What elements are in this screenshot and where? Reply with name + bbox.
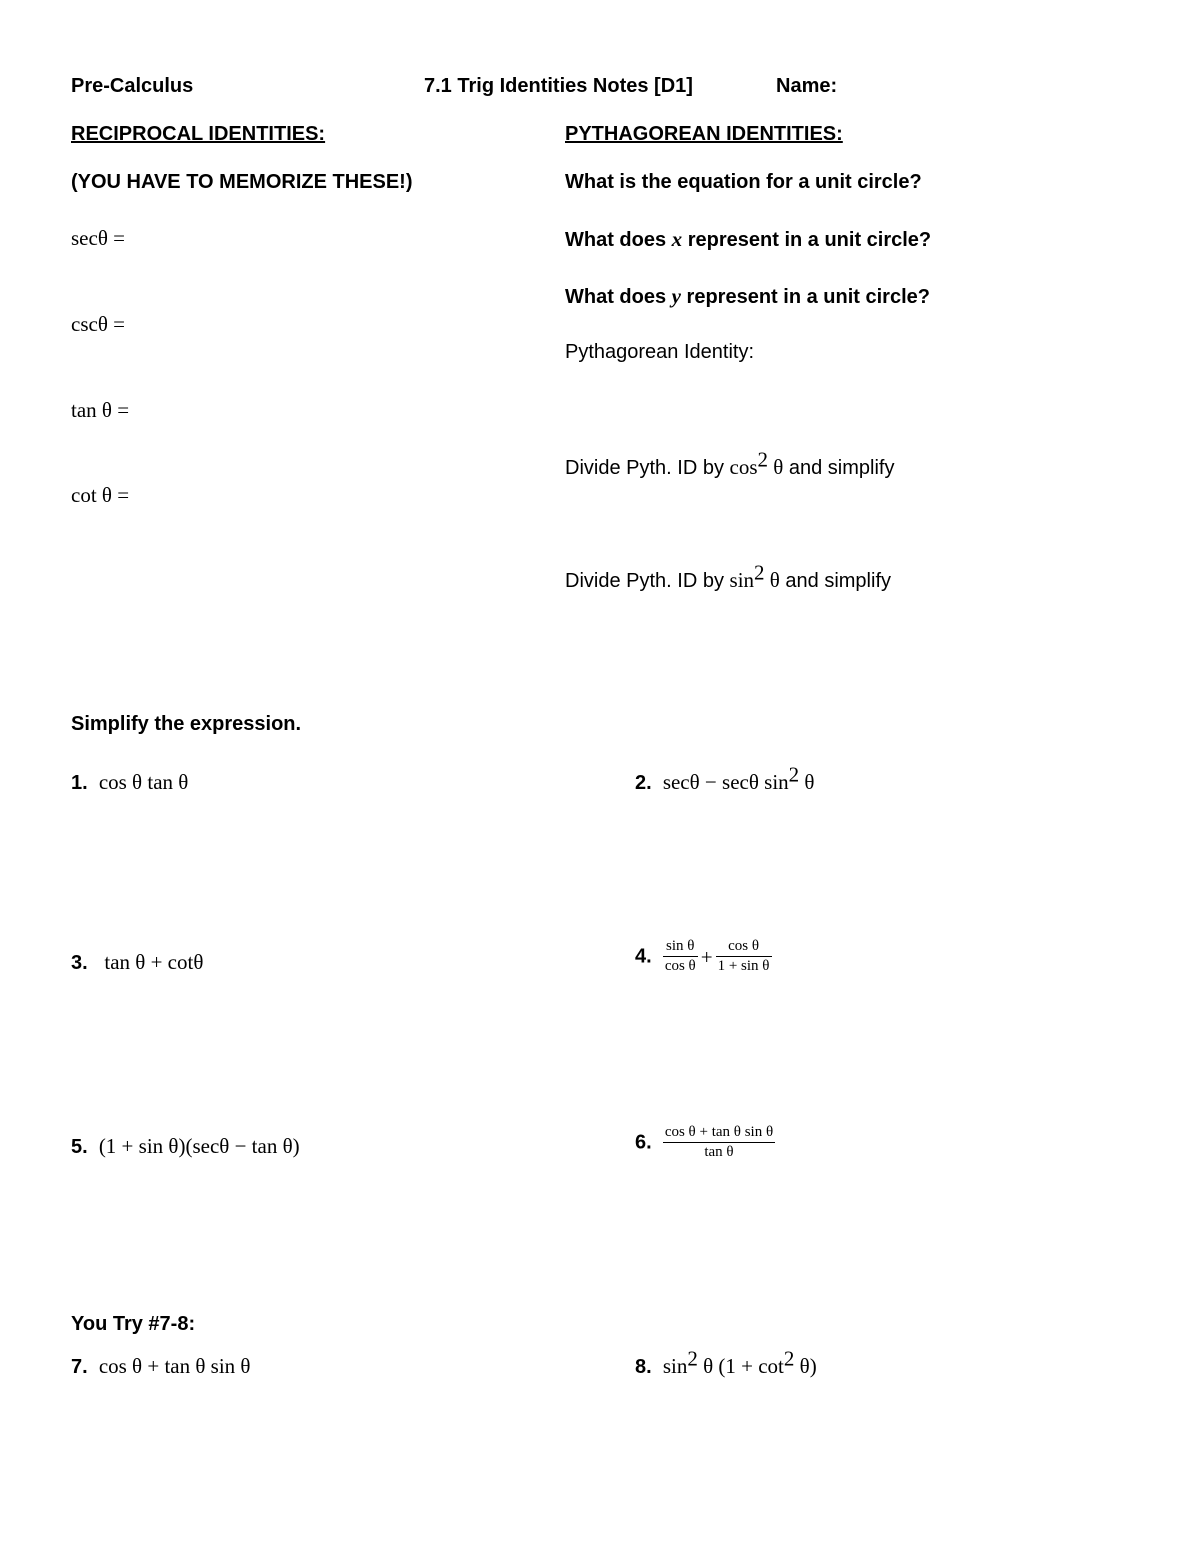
simplify-heading: Simplify the expression. [71,713,302,735]
pythagorean-heading: PYTHAGOREAN IDENTITIES: [565,123,843,145]
x-question: What does x represent in a unit circle? [565,227,932,251]
problem-5: 5. (1 + sin θ)(secθ − tan θ) [71,1134,300,1158]
problem-6: 6. $\frac{\text{cos θ + tan θ sin θ}}{\text{tan θ}}$ [635,1124,774,1160]
cot-identity: cot θ = [71,483,130,507]
problem-3: 3. tan θ + cotθ [71,950,204,974]
fraction-problem-6: $\frac{\text{cos θ + tan θ sin θ}}{\text{tan θ}}$ [664,1124,774,1160]
csc-identity: cscθ = [71,312,125,336]
you-try-heading: You Try #7-8: [71,1313,196,1335]
divide-by-sin-instruction: Divide Pyth. ID by $\sin^2 \theta$ and simplify [565,560,891,592]
problem-4: 4. $\frac{\text{sin θ}}{\text{cos θ}}$ + $\frac{\text{cos θ}}{\text{1 + sin θ}}$ [635,938,770,974]
problem-7: 7. cos θ + tan θ sin θ [71,1354,251,1378]
divide-by-cos-instruction: Divide Pyth. ID by $\cos^2 \theta$ and simplify [565,447,895,479]
memorize-note: (YOU HAVE TO MEMORIZE THESE!) [71,171,413,193]
course-name: Pre-Calculus [71,75,194,97]
unit-circle-question: What is the equation for a unit circle? [565,171,922,193]
name-label: Name: [776,75,838,97]
problem-8: 8. $\sin^2 \theta$ $(1 + \cot^2 \theta)$ [635,1346,817,1378]
sec-identity: secθ = [71,226,125,250]
problem-1: 1. cos θ tan θ [71,770,189,794]
pythagorean-identity-label: Pythagorean Identity: [565,341,755,363]
reciprocal-heading: RECIPROCAL IDENTITIES: [71,123,326,145]
fraction-sin-over-cos: $\frac{\text{sin θ}}{\text{cos θ}}$ [664,938,696,974]
worksheet-title: 7.1 Trig Identities Notes [D1] [424,75,693,97]
y-question: What does y represent in a unit circle? [565,284,930,308]
tan-identity: tan θ = [71,398,130,422]
problem-2: 2. secθ − secθ $\sin^2 \theta$ [635,762,815,794]
fraction-cos-over-one-plus-sin: $\frac{\text{cos θ}}{\text{1 + sin θ}}$ [717,938,770,974]
